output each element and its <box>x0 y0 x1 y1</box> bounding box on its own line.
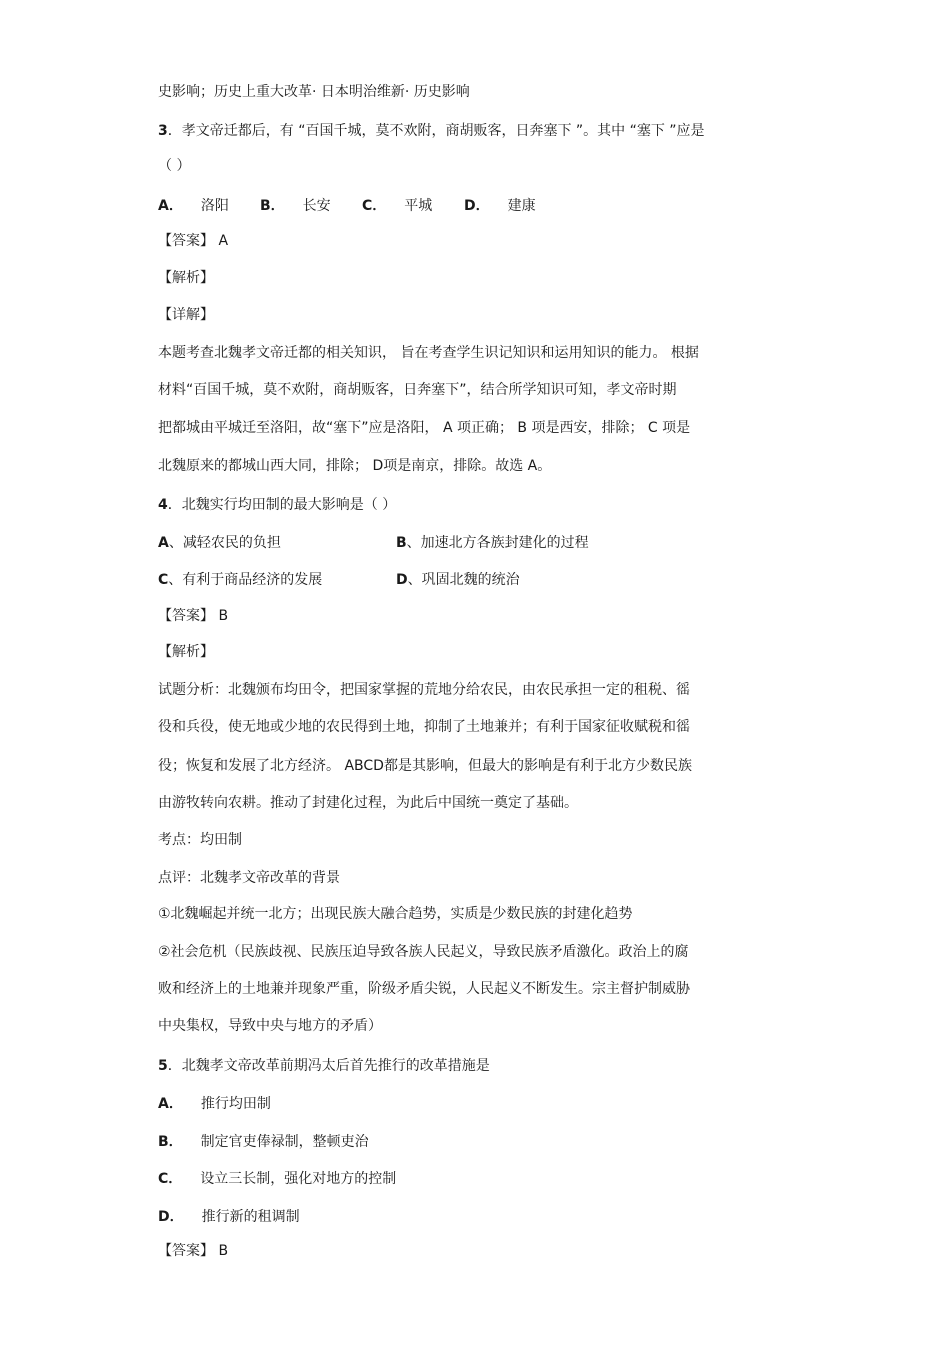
comment-heading: 点评：北魏孝文帝改革的背景 <box>158 870 340 886</box>
option-text: 设立三长制，强化对地方的控制 <box>200 1171 397 1187</box>
option-b <box>158 1132 369 1152</box>
paragraph-line: ①北魏崛起并统一北方；出现民族大融合趋势，实质是少数民族的封建化趋势 <box>158 906 633 922</box>
option-text: 平城 <box>404 198 433 214</box>
question-number: 5 <box>158 1058 168 1074</box>
option-text: 、加速北方各族封建化的过程 <box>406 535 589 551</box>
paragraph-line: 役；恢复和发展了北方经济。 ABCD都是其影响，但最大的影响是有利于北方少数民族 <box>158 758 692 774</box>
option-label: C． <box>362 198 387 214</box>
option-d <box>396 570 520 590</box>
paragraph-line: 把都城由平城迁至洛阳，故“塞下”应是洛阳， A 项正确； B 项是西安，排除； C 项是 <box>158 420 691 436</box>
text-line: 史影响；历史上重大改革· 日本明治维新· 历史影响 <box>158 84 470 100</box>
option-label: A <box>158 535 169 551</box>
knowledge-point: 考点：均田制 <box>158 832 242 848</box>
question-number: 3 <box>158 123 168 139</box>
question-5 <box>158 1056 490 1076</box>
option-label: C <box>158 572 169 588</box>
option-c <box>362 196 432 216</box>
paragraph-line: 由游牧转向农耕。推动了封建化过程，为此后中国统一奠定了基础。 <box>158 795 578 811</box>
analysis-heading: 【解析】 <box>158 644 214 660</box>
answer-parens: （ ） <box>158 158 191 174</box>
answer-line: 【答案】 B <box>158 1243 229 1259</box>
option-label: B． <box>260 198 285 214</box>
option-text: 洛阳 <box>200 198 229 214</box>
option-c <box>158 1169 396 1189</box>
option-text: 、巩固北魏的统治 <box>407 572 520 588</box>
option-a <box>158 1094 271 1114</box>
paragraph-line: 败和经济上的土地兼并现象严重，阶级矛盾尖锐，人民起义不断发生。宗主督护制威胁 <box>158 981 690 997</box>
option-d <box>464 196 536 216</box>
paragraph-line: 役和兵役，使无地或少地的农民得到土地，抑制了土地兼并；有利于国家征收赋税和徭 <box>158 719 690 735</box>
question-number: 4 <box>158 497 168 513</box>
option-label: B <box>396 535 407 551</box>
detail-heading: 【详解】 <box>158 307 214 323</box>
question-text: ．北魏实行均田制的最大影响是（ ） <box>167 497 397 513</box>
option-a <box>158 196 229 216</box>
option-label: A． <box>158 198 183 214</box>
option-label: D． <box>464 198 490 214</box>
option-d <box>158 1207 300 1227</box>
analysis-heading: 【解析】 <box>158 270 214 286</box>
answer-line: 【答案】 A <box>158 233 229 249</box>
option-text: 、减轻农民的负担 <box>168 535 281 551</box>
paragraph-line: 本题考查北魏孝文帝迁都的相关知识， 旨在考查学生识记知识和运用知识的能力。 根据 <box>158 345 699 361</box>
option-b <box>260 196 331 216</box>
question-3 <box>158 121 705 141</box>
option-text: 、有利于商品经济的发展 <box>168 572 323 588</box>
option-text: 推行新的租调制 <box>201 1209 300 1225</box>
paragraph-line: 试题分析：北魏颁布均田令，把国家掌握的荒地分给农民，由农民承担一定的租税、徭 <box>158 682 690 698</box>
option-text: 建康 <box>507 198 536 214</box>
option-b <box>396 533 589 553</box>
option-a <box>158 533 281 553</box>
option-text: 制定官吏俸禄制，整顿吏治 <box>200 1134 369 1150</box>
answer-line: 【答案】 B <box>158 608 229 624</box>
option-label: A． <box>158 1096 183 1112</box>
option-label: C． <box>158 1171 183 1187</box>
paragraph-line: ②社会危机（民族歧视、民族压迫导致各族人民起义，导致民族矛盾激化。政治上的腐 <box>158 944 689 960</box>
option-c <box>158 570 322 590</box>
paragraph-line: 北魏原来的都城山西大同，排除； D项是南京，排除。故选 A。 <box>158 458 552 474</box>
question-text: ．孝文帝迁都后，有 “百国千城，莫不欢附，商胡贩客，日奔塞下 ”。其中 “塞下 ”应是 <box>167 123 705 139</box>
question-text: ．北魏孝文帝改革前期冯太后首先推行的改革措施是 <box>167 1058 490 1074</box>
option-label: D． <box>158 1209 184 1225</box>
question-4 <box>158 495 396 515</box>
option-text: 长安 <box>302 198 331 214</box>
option-label: B． <box>158 1134 183 1150</box>
paragraph-line: 材料“百国千城，莫不欢附，商胡贩客，日奔塞下”，结合所学知识可知，孝文帝时期 <box>158 382 677 398</box>
option-text: 推行均田制 <box>200 1096 271 1112</box>
paragraph-line: 中央集权，导致中央与地方的矛盾） <box>158 1018 382 1034</box>
option-label: D <box>396 572 408 588</box>
